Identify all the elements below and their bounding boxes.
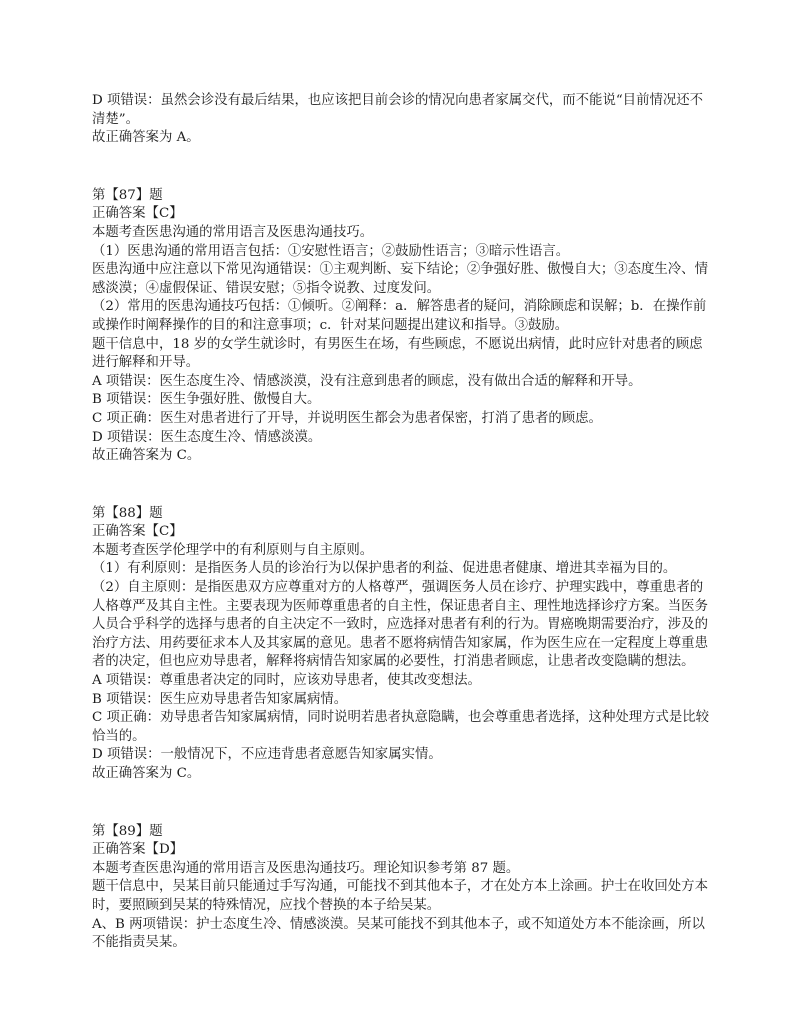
correct-answer: 正确答案【D】 [92,842,184,858]
conclusion: 故正确答案为 C。 [92,766,201,781]
explanation-paragraph: （2）自主原则：是指医患双方应尊重对方的人格尊严，强调医务人员在诊疗、护理实践中，尊重患者的人格尊严及其自主性。主要表现为医师尊重患者的自主性，保证患者自主、理性地选择诊疗方案。当医务人员合乎科学的选择与患者的自主决定不一致时，应选择对患者有利的行为。胃癌晚期需要治疗，涉及的治疗方法、用药要征求本人及其家属的意见。患者不愿将病情告知家属，作为医生应在一定程度上尊重患者的决定，但也应劝导患者，解释将病情告知家属的必要性，打消患者顾虑，让患者改变隐瞒的想法。 [92,580,708,670]
explanation-paragraph: 本题考查医患沟通的常用语言及医患沟通技巧。理论知识参考第 87 题。 [92,860,520,876]
conclusion: 故正确答案为 C。 [92,448,201,464]
question-title: 第【87】题 [92,187,163,203]
document-page [92,92,712,953]
question-89 [92,823,712,953]
question-87 [92,187,712,466]
explanation-paragraph: 题干信息中，18 岁的女学生就诊时，有男医生在场，有些顾虑，不愿说出病情，此时应针对患者的顾虑进行解释和开导。 [92,336,703,371]
explanation-paragraph: （1）医患沟通的常用语言包括：①安慰性语言；②鼓励性语言；③暗示性语言。 [92,243,570,259]
option-c-analysis: C 项正确：医生对患者进行了开导，并说明医生都会为患者保密，打消了患者的顾虑。 [92,410,602,426]
option-a-analysis: A 项错误：医生态度生冷、情感淡漠，没有注意到患者的顾虑，没有做出合适的解释和开导。 [92,373,642,389]
option-b-analysis: B 项错误：医生争强好胜、傲慢自大。 [92,392,321,408]
option-d-analysis: D 项错误：一般情况下，不应违背患者意愿告知家属实情。 [92,747,442,763]
question-title: 第【88】题 [92,505,163,521]
option-d-analysis: D 项错误：医生态度生冷、情感淡漠。 [92,429,322,445]
correct-answer: 正确答案【C】 [92,524,183,540]
correct-answer: 正确答案【C】 [92,206,183,222]
explanation-paragraph: 题干信息中，吴某目前只能通过手写沟通，可能找不到其他本子，才在处方本上涂画。护士在收回处方本时，要照顾到吴某的特殊情况，应找个替换的本子给吴某。 [92,879,708,913]
question-88 [92,505,712,784]
explanation-paragraph: （2）常用的医患沟通技巧包括：①倾听。②阐释：a．解答患者的疑问，消除顾虑和误解；b．在操作前或操作时阐释操作的目的和注意事项；c．针对某问题提出建议和指导。③鼓励。 [92,299,707,333]
question-title: 第【89】题 [92,823,163,839]
option-a-analysis: A 项错误：尊重患者决定的同时，应该劝导患者，使其改变想法。 [92,673,481,689]
q86-conclusion: 故正确答案为 A。 [92,130,200,146]
option-b-analysis: B 项错误：医生应劝导患者告知家属病情。 [92,691,348,707]
option-ab-analysis: A、B 两项错误：护士态度生冷、情感淡漠。吴某可能找不到其他本子，或不知道处方本不能涂画，所以不能指责吴某。 [92,916,705,951]
q86-option-d: D 项错误：虽然会诊没有最后结果，也应该把目前会诊的情况向患者家属交代，而不能说“目前情况还不清楚”。 [92,93,704,127]
explanation-paragraph: 本题考查医患沟通的常用语言及医患沟通技巧。 [92,224,374,240]
explanation-paragraph: 医患沟通中应注意以下常见沟通错误：①主观判断、妄下结论；②争强好胜、傲慢自大；③态度生冷、情感淡漠；④虚假保证、错误安慰；⑤指令说教、过度发问。 [92,262,708,296]
explanation-paragraph: 本题考查医学伦理学中的有利原则与自主原则。 [92,542,374,558]
explanation-paragraph: （1）有利原则：是指医务人员的诊治行为以保护患者的利益、促进患者健康、增进其幸福为目的。 [92,561,677,577]
option-c-analysis: C 项正确：劝导患者告知家属病情，同时说明若患者执意隐瞒，也会尊重患者选择，这种处理方式是比较恰当的。 [92,710,710,744]
